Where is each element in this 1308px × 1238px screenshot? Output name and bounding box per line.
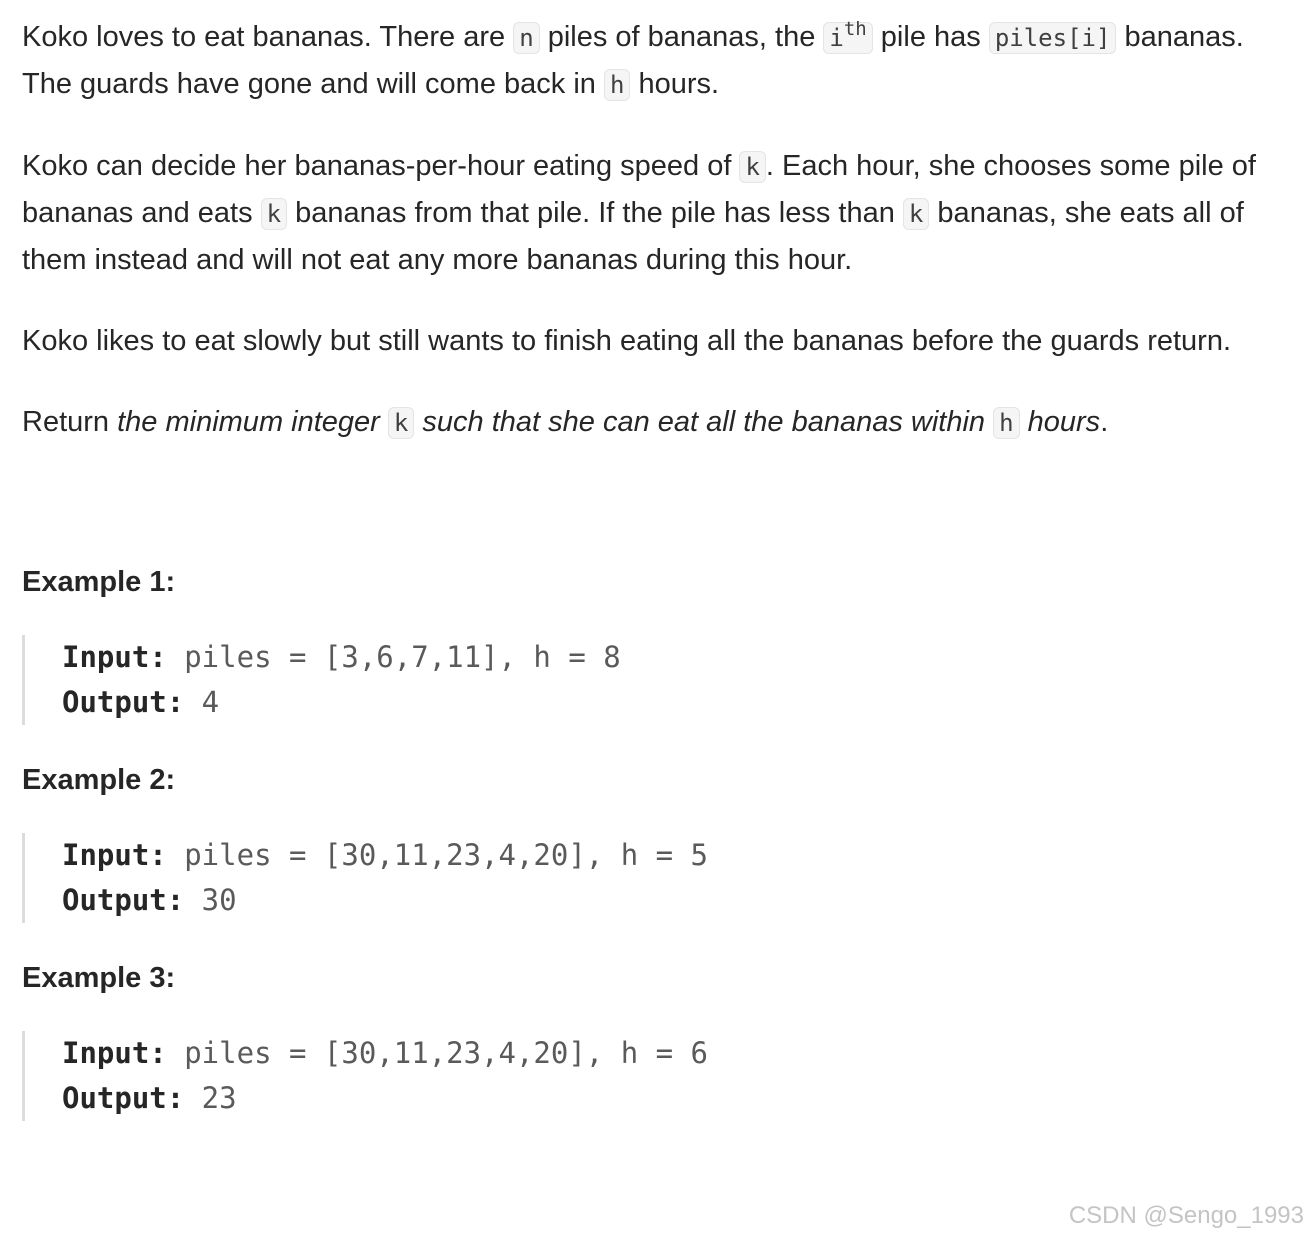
emphasis-text: the minimum integer xyxy=(117,406,388,438)
output-value: 30 xyxy=(184,883,237,917)
text-segment: Koko likes to eat slowly but still wants to finish eating all the bananas before the guards return. xyxy=(22,325,1232,357)
code-i: i xyxy=(829,24,844,52)
output-label: Output: xyxy=(62,685,185,719)
example-3 xyxy=(22,961,1292,1121)
code-n: n xyxy=(513,22,539,54)
example-output-line xyxy=(62,1076,1292,1121)
input-value: piles = [3,6,7,11], h = 8 xyxy=(166,640,621,674)
description-paragraph-3 xyxy=(22,318,1292,364)
text-segment: . xyxy=(1100,406,1109,438)
example-code-block xyxy=(22,833,1292,923)
description-paragraph-4 xyxy=(22,399,1292,446)
superscript-th: th xyxy=(843,18,867,40)
example-1 xyxy=(22,565,1292,725)
output-value: 23 xyxy=(184,1081,237,1115)
text-segment: Koko loves to eat bananas. There are xyxy=(22,21,514,53)
input-label: Input: xyxy=(62,1036,167,1070)
output-label: Output: xyxy=(62,883,185,917)
code-k: k xyxy=(903,198,929,230)
description-paragraph-2 xyxy=(22,143,1292,283)
code-k: k xyxy=(388,407,414,439)
text-segment: bananas. The guards have gone and will come back in xyxy=(22,21,1244,100)
watermark: CSDN @Sengo_1993 xyxy=(1068,1202,1304,1229)
text-segment: piles of bananas, the xyxy=(539,21,824,53)
output-label: Output: xyxy=(62,1081,185,1115)
example-input-line xyxy=(62,635,1292,680)
example-input-line xyxy=(62,833,1292,878)
input-label: Input: xyxy=(62,838,167,872)
code-k: k xyxy=(261,198,287,230)
example-title: Example 2: xyxy=(22,764,176,796)
text-segment: hours. xyxy=(630,68,720,100)
input-value: piles = [30,11,23,4,20], h = 6 xyxy=(166,1036,709,1070)
code-k: k xyxy=(739,151,765,183)
problem-description xyxy=(22,14,1292,1159)
output-value: 4 xyxy=(184,685,220,719)
example-output-line xyxy=(62,878,1292,923)
emphasis-text: such that she can eat all the bananas within xyxy=(414,406,994,438)
text-segment: Koko can decide her bananas-per-hour eating speed of xyxy=(22,150,740,182)
code-ith xyxy=(823,18,872,54)
input-value: piles = [30,11,23,4,20], h = 5 xyxy=(166,838,709,872)
emphasis-text: hours xyxy=(1019,406,1101,438)
example-code-block xyxy=(22,1031,1292,1121)
text-segment: Return xyxy=(22,406,118,438)
code-piles-i: piles[i] xyxy=(989,22,1117,54)
example-output-line xyxy=(62,680,1292,725)
text-segment: bananas, she eats all of them instead and will not eat any more bananas during this hour. xyxy=(22,197,1244,276)
example-input-line xyxy=(62,1031,1292,1076)
example-title: Example 1: xyxy=(22,566,176,598)
example-code-block xyxy=(22,635,1292,725)
spacer xyxy=(22,481,1292,565)
text-segment: pile has xyxy=(872,21,989,53)
example-2 xyxy=(22,763,1292,923)
input-label: Input: xyxy=(62,640,167,674)
example-title: Example 3: xyxy=(22,962,176,994)
text-segment: bananas from that pile. If the pile has less than xyxy=(287,197,903,229)
text-segment: . Each hour, she chooses some pile of bananas and eats xyxy=(22,150,1256,229)
code-h: h xyxy=(604,69,630,101)
code-h: h xyxy=(993,407,1019,439)
description-paragraph-1 xyxy=(22,14,1292,108)
